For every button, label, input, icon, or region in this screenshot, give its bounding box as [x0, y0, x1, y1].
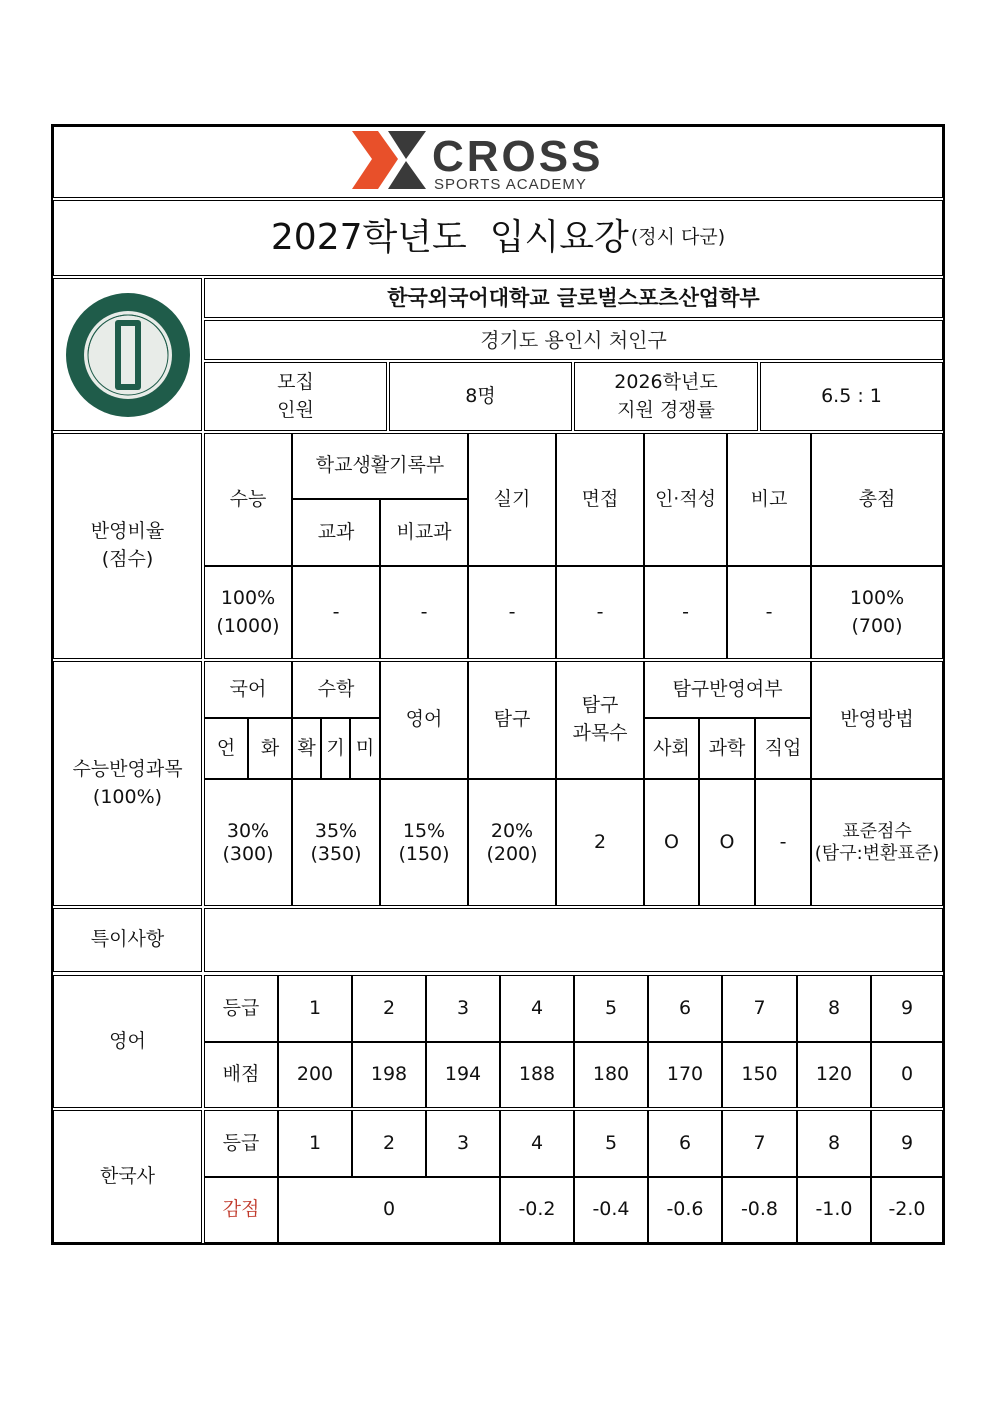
cross-logo: [348, 129, 638, 193]
history-grade-cell: 5: [574, 1110, 648, 1177]
english-score-cell: 198: [352, 1042, 426, 1108]
ratio-value-other: -: [727, 566, 811, 659]
subj-value-english: 15% (150): [380, 779, 468, 906]
history-grade-label: 등급: [204, 1110, 278, 1177]
page-title: [53, 200, 943, 276]
university-location: 경기도 용인시 처인구: [204, 320, 943, 360]
subj-header-mi: 미: [350, 718, 380, 779]
history-deduct-cell: -2.0: [871, 1177, 943, 1243]
history-deduct-cell: -0.8: [722, 1177, 797, 1243]
seal-cell: [53, 278, 202, 431]
english-grade-cell: 5: [574, 975, 648, 1042]
special-value: [204, 908, 943, 972]
subj-value-social: O: [644, 779, 699, 906]
subj-header-eon: 언: [204, 718, 248, 779]
history-grade-cell: 4: [500, 1110, 574, 1177]
ratio-header-bigyogwa: 비교과: [380, 499, 468, 566]
subj-value-job: -: [755, 779, 811, 906]
title-main: 2027학년도 입시요강: [270, 216, 629, 258]
subj-value-math: 35% (350): [292, 779, 380, 906]
english-grade-cell: 7: [722, 975, 797, 1042]
english-score-cell: 200: [278, 1042, 352, 1108]
english-score-cell: 180: [574, 1042, 648, 1108]
subj-header-hwa: 화: [248, 718, 292, 779]
ratio-header-silgi: 실기: [468, 433, 556, 566]
english-score-cell: 0: [871, 1042, 943, 1108]
ratio-header-gyogwa: 교과: [292, 499, 380, 566]
subj-header-method: 반영방법: [811, 661, 943, 779]
history-grade-cell: 6: [648, 1110, 722, 1177]
logo-tagline: SPORTS ACADEMY: [434, 176, 587, 193]
history-label: 한국사: [53, 1110, 202, 1243]
ratio-value-gyogwa: -: [292, 566, 380, 659]
recruit-value: 8명: [389, 362, 572, 431]
history-grade-cell: 7: [722, 1110, 797, 1177]
subj-header-job: 직업: [755, 718, 811, 779]
english-grade-label: 등급: [204, 975, 278, 1042]
ratio-header-suneung: 수능: [204, 433, 292, 566]
subj-header-english: 영어: [380, 661, 468, 779]
subj-header-korean: 국어: [204, 661, 292, 718]
english-grade-cell: 3: [426, 975, 500, 1042]
english-grade-cell: 9: [871, 975, 943, 1042]
subj-header-hwak: 확: [292, 718, 321, 779]
history-grade-cell: 8: [797, 1110, 871, 1177]
history-grade-cell: 2: [352, 1110, 426, 1177]
english-label: 영어: [53, 975, 202, 1108]
english-score-cell: 150: [722, 1042, 797, 1108]
ratio-value-aptitude: -: [644, 566, 727, 659]
history-deduct-cell: -0.6: [648, 1177, 722, 1243]
english-grade-cell: 4: [500, 975, 574, 1042]
subj-header-tamgu: 탐구: [468, 661, 556, 779]
history-grade-cell: 3: [426, 1110, 500, 1177]
ratio-value-bigyogwa: -: [380, 566, 468, 659]
history-grade-cell: 9: [871, 1110, 943, 1177]
ratio-section-label: 반영비율 (점수): [53, 433, 202, 659]
history-deduct-cell: -0.2: [500, 1177, 574, 1243]
english-score-cell: 170: [648, 1042, 722, 1108]
ratio-value-interview: -: [556, 566, 644, 659]
subj-header-tamgu-count: 탐구 과목수: [556, 661, 644, 779]
english-grade-cell: 6: [648, 975, 722, 1042]
university-name: 한국외국어대학교 글로벌스포츠산업학부: [204, 278, 943, 318]
english-score-cell: 188: [500, 1042, 574, 1108]
history-deduct-cell: -1.0: [797, 1177, 871, 1243]
subj-header-tamgu-reflect: 탐구반영여부: [644, 661, 811, 718]
english-grade-cell: 2: [352, 975, 426, 1042]
subj-value-korean: 30% (300): [204, 779, 292, 906]
ratio-header-other: 비고: [727, 433, 811, 566]
history-deduct-cell: -0.4: [574, 1177, 648, 1243]
university-seal-icon: [63, 290, 193, 420]
ratio-header-aptitude: 인·적성: [644, 433, 727, 566]
title-sub: (정시 다군): [630, 226, 726, 249]
subj-value-science: O: [699, 779, 755, 906]
history-grade-cell: 1: [278, 1110, 352, 1177]
english-score-label: 배점: [204, 1042, 278, 1108]
ratio-header-total: 총점: [811, 433, 943, 566]
subj-value-method: 표준점수 (탐구:변환표준): [811, 779, 943, 906]
ratio-value-total: 100% (700): [811, 566, 943, 659]
history-deduct-label: 감점: [204, 1177, 278, 1243]
special-label: 특이사항: [53, 908, 202, 972]
subj-header-science: 과학: [699, 718, 755, 779]
subj-header-gi: 기: [321, 718, 350, 779]
subj-value-tamgu: 20% (200): [468, 779, 556, 906]
recruit-label: 모집 인원: [204, 362, 387, 431]
history-deduct-merged: 0: [278, 1177, 500, 1243]
competition-value: 6.5 : 1: [760, 362, 943, 431]
ratio-header-school-record: 학교생활기록부: [292, 433, 468, 499]
english-grade-cell: 8: [797, 975, 871, 1042]
ratio-value-silgi: -: [468, 566, 556, 659]
english-grade-cell: 1: [278, 975, 352, 1042]
cross-x-icon: [348, 129, 638, 193]
subj-header-math: 수학: [292, 661, 380, 718]
competition-label: 2026학년도 지원 경쟁률: [574, 362, 758, 431]
ratio-value-suneung: 100% (1000): [204, 566, 292, 659]
subjects-section-label: 수능반영과목 (100%): [53, 661, 202, 906]
english-score-cell: 194: [426, 1042, 500, 1108]
logo-brand: CROSS: [432, 132, 604, 181]
subj-value-tamgu-count: 2: [556, 779, 644, 906]
ratio-header-interview: 면접: [556, 433, 644, 566]
english-score-cell: 120: [797, 1042, 871, 1108]
subj-header-social: 사회: [644, 718, 699, 779]
